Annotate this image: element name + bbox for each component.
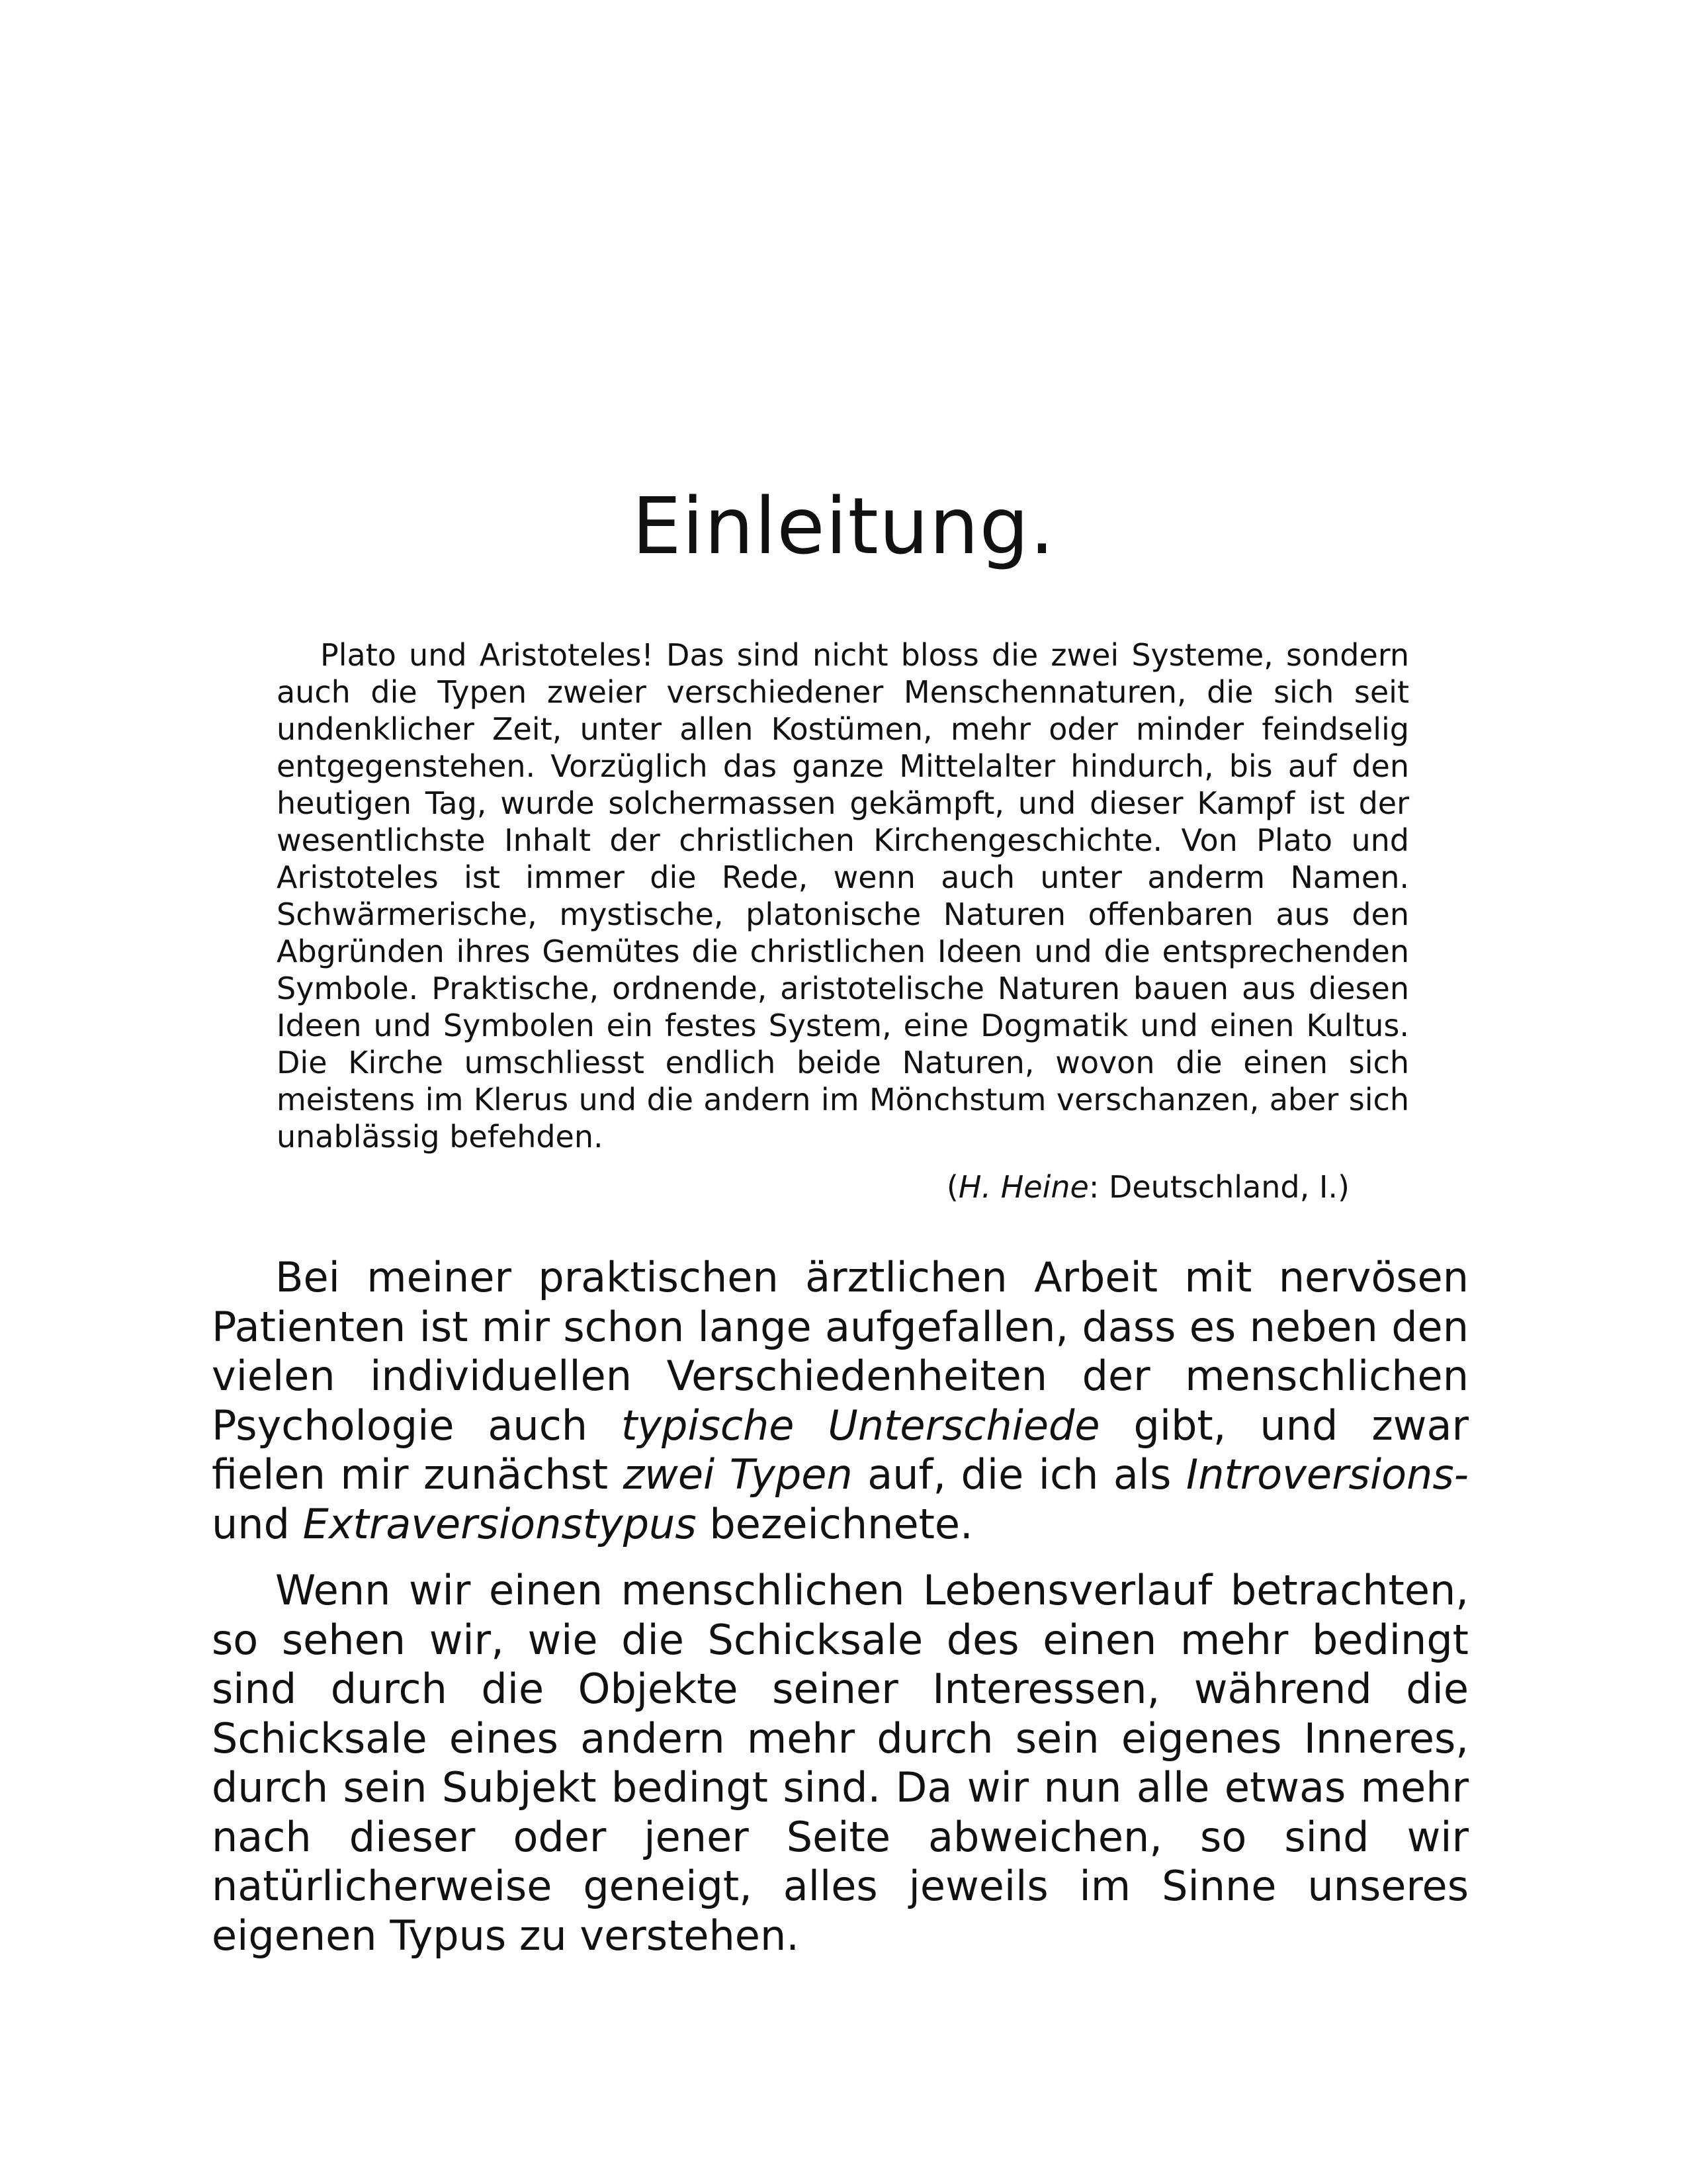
p1-emphasis-3: Introversions-: [1186, 1450, 1469, 1499]
attribution-open: (: [946, 1169, 959, 1205]
attribution-author: H. Heine: [958, 1169, 1089, 1205]
p1-text-1: Bei meiner praktischen ärztlichen Arbeit mit nervösen Patienten ist mir schon lange aufgefallen, dass es neben den vielen individuellen Verschiedenheiten der menschlichen Psychologie auch: [212, 1253, 1469, 1450]
p1-text-4: und: [212, 1499, 303, 1548]
body-paragraph-1: [212, 1253, 1469, 1549]
p1-text-3: auf, die ich als: [852, 1450, 1186, 1499]
p1-text-2: gibt, und zwar fielen mir zunächst: [212, 1401, 1469, 1499]
epigraph-attribution: [860, 1168, 1350, 1205]
p1-text-5: bezeichnete.: [696, 1499, 973, 1548]
p1-emphasis-1: typische Unterschiede: [621, 1401, 1100, 1450]
epigraph-text: Plato und Aristoteles! Das sind nicht bloss die zwei Systeme, sondern auch die Typen zweier verschiedener Menschennaturen, die sich seit undenklicher Zeit, unter allen Kostümen, mehr oder minder feindselig entgegenstehen. Vorzüglich das ganze Mittelalter hindurch, bis auf den heutigen Tag, wurde solchermassen gekämpft, und dieser Kampf ist der wesentlichste Inhalt der christlichen Kirchengeschichte. Von Plato und Aristoteles ist immer die Rede, wenn auch unter anderm Namen. Schwärmerische, mystische, platonische Naturen offenbaren aus den Abgründen ihres Gemütes die christlichen Ideen und die entsprechenden Symbole. Praktische, ordnende, aristotelische Naturen bauen aus diesen Ideen und Symbolen ein festes System, eine Dogmatik und einen Kultus. Die Kirche umschliesst endlich beide Naturen, wovon die einen sich meistens im Klerus und die andern im Mönchstum verschanzen, aber sich unablässig befehden.: [277, 637, 1409, 1155]
body-paragraph-2: Wenn wir einen menschlichen Lebensverlauf betrachten, so sehen wir, wie die Schicksale des einen mehr bedingt sind durch die Objekte seiner Interessen, während die Schicksale eines andern mehr durch sein eigenes Inneres, durch sein Subjekt bedingt sind. Da wir nun alle etwas mehr nach dieser oder jener Seite abweichen, so sind wir natürlicherweise geneigt, alles jeweils im Sinne unseres eigenen Typus zu verstehen.: [212, 1566, 1469, 1960]
chapter-title: Einleitung.: [632, 480, 1055, 572]
epigraph-quote: [277, 636, 1409, 1155]
p1-emphasis-4: Extraversionstypus: [302, 1499, 697, 1548]
p1-emphasis-2: zwei Typen: [623, 1450, 853, 1499]
attribution-source: : Deutschland, I.): [1088, 1169, 1350, 1205]
